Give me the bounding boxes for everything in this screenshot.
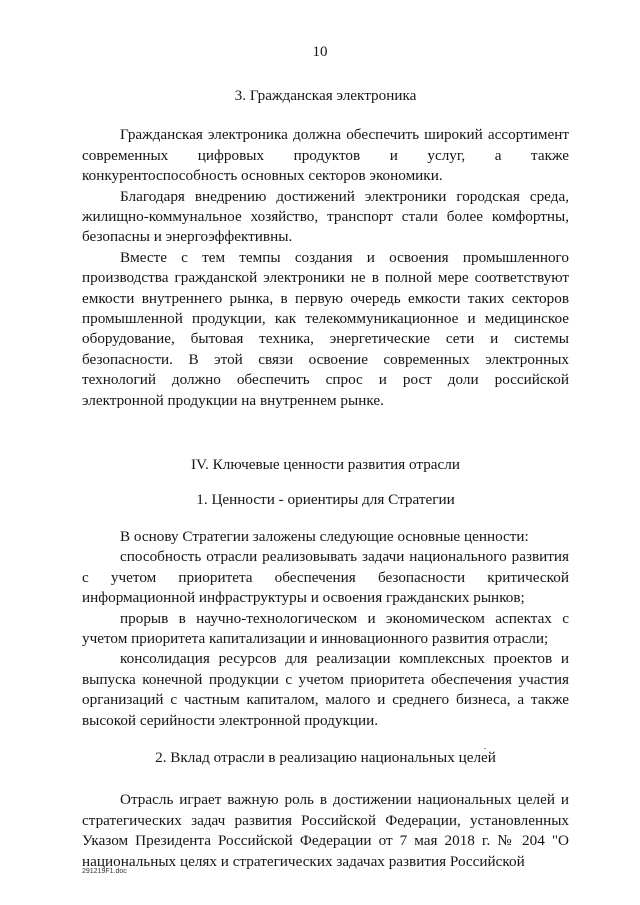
subsection-heading-values: 1. Ценности - ориентиры для Стратегии — [196, 490, 455, 508]
page-content — [82, 86, 569, 872]
subsection-heading-national-goals: 2. Вклад отрасли в реализацию национальных целей — [155, 748, 496, 766]
chapter-heading-key-values: IV. Ключевые ценности развития отрасли — [190, 456, 460, 474]
list-item: консолидация ресурсов для реализации комплексных проектов и выпуска конечной продукции с учетом приоритета обеспечения участия организаций с частным капиталом, малого и среднего бизнеса, а также высокой серийности электронной продукции. — [82, 650, 569, 729]
paragraph: Отрасль играет важную роль в достижении национальных целей и стратегических задач развития Российской Федерации, установленных Указом Президента Российской Федерации от 7 мая 2018 г. № 204 "О национальных целях и стратегических задачах развития Российской — [82, 791, 569, 870]
file-reference: 291219F1.doc — [82, 868, 127, 875]
list-item: способность отрасли реализовывать задачи национального развития с учетом приоритета обеспечения безопасности критической информационной инфраструктуры и освоения гражданских рынков; — [82, 548, 569, 607]
list-item: прорыв в научно-технологическом и экономическом аспектах с учетом приоритета капитализации и инновационного развития отрасли; — [82, 609, 569, 647]
scan-speck — [484, 748, 486, 749]
page-number: 10 — [312, 44, 328, 60]
paragraph: В основу Стратегии заложены следующие основные ценности: — [120, 527, 529, 545]
paragraph: Благодаря внедрению достижений электроники городская среда, жилищно-коммунальное хозяйство, транспорт стали более комфортны, безопасны и энергоэффективны. — [82, 187, 569, 246]
paragraph: Гражданская электроника должна обеспечить широкий ассортимент современных цифровых продуктов и услуг, а также конкурентоспособность основных секторов экономики. — [82, 126, 569, 185]
paragraph: Вместе с тем темпы создания и освоения промышленного производства гражданской электроники не в полной мере соответствуют емкости внутреннего рынка, в первую очередь емкости таких секторов промышленной продукции, как телекоммуникационное и медицинское оборудование, бытовая техника, энергетические сети и системы безопасности. В этой связи освоение современных электронных технологий должно обеспечить спрос и рост доли российской электронной продукции на внутреннем рынке. — [82, 248, 569, 409]
section-heading-civil-electronics: 3. Гражданская электроника — [234, 87, 417, 104]
